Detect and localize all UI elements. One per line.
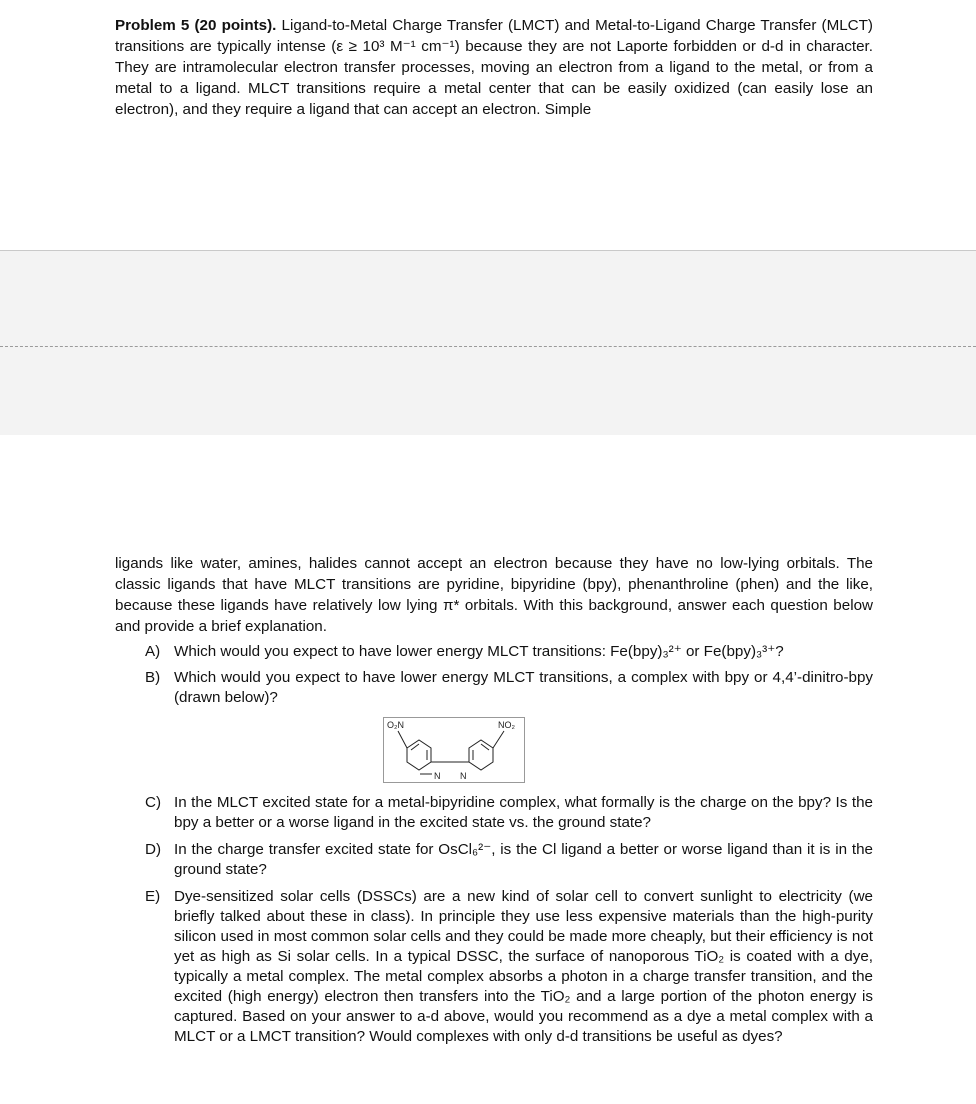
problem-heading: Problem 5 (20 points).: [115, 17, 277, 34]
intro-text-part1: Ligand-to-Metal Charge Transfer (LMCT) and Metal-to-Ligand Charge Transfer (MLCT) transitions are typically intense (ε ≥ 10³ M⁻¹ cm⁻¹) because they are not Laporte forbidden or d-d in character. They are intramolecular electron transfer processes, moving an electron from a ligand to the metal, or from a metal to a ligand. MLCT transitions require a metal center that can be easily oxidized (can easily lose an electron), and they require a ligand that can accept an electron. Simple: [115, 17, 873, 118]
question-c: [145, 793, 873, 833]
question-e: [145, 887, 873, 1047]
intro-paragraph-top: [115, 15, 873, 120]
right-nitrogen-label: N: [460, 771, 467, 781]
intro-paragraph-continued: ligands like water, amines, halides cannot accept an electron because they have no low-lying orbitals. The classic ligands that have MLCT transitions are pyridine, bipyridine (bpy), phenanthroline (phen) and the like, because these ligands have relatively low lying π* orbitals. With this background, answer each question below and provide a brief explanation.: [115, 555, 873, 635]
question-label: E): [145, 888, 161, 905]
question-text: Which would you expect to have lower energy MLCT transitions: Fe(bpy)₃²⁺ or Fe(bpy)₃³⁺?: [174, 643, 784, 660]
question-text: In the MLCT excited state for a metal-bipyridine complex, what formally is the charge on the bpy? Is the bpy a better or a worse ligand in the excited state vs. the ground state?: [174, 794, 873, 831]
right-nitro-label: NO₂: [498, 720, 515, 730]
question-d: [145, 840, 873, 880]
left-nitrogen-label: N: [434, 771, 441, 781]
question-label: A): [145, 643, 161, 660]
question-label: C): [145, 794, 162, 811]
embedded-ad-band: [0, 250, 976, 435]
question-text: Which would you expect to have lower energy MLCT transitions, a complex with bpy or 4,4’-dinitro-bpy (drawn below)?: [174, 669, 873, 706]
left-nitro-label: O₂N: [387, 720, 404, 730]
dinitro-bpy-structure: [383, 717, 525, 783]
question-text: In the charge transfer excited state for OsCl₆²⁻, is the Cl ligand a better or worse ligand than it is in the ground state?: [174, 841, 873, 878]
question-label: B): [145, 669, 161, 686]
question-a: [145, 642, 873, 662]
question-text: Dye-sensitized solar cells (DSSCs) are a new kind of solar cell to convert sunlight to electricity (we briefly talked about these in class). In principle they use less expensive materials than the high-purity silicon used in most common solar cells and they could be made more cheaply, but their efficiency is not yet as high as Si solar cells. In a typical DSSC, the surface of nanoporous TiO₂ is coated with a dye, typically a metal complex. The metal complex absorbs a photon in a charge transfer transition, and the excited (high energy) electron then transfers into the TiO₂ and a large portion of the photon energy is captured. Based on your answer to a-d above, would you recommend as a dye a metal complex with a MLCT or a LMCT transition? Would complexes with only d-d transitions be useful as dyes?: [174, 888, 873, 1045]
right-nitro-bond: [493, 731, 504, 748]
page-break-dashed-line: [0, 346, 976, 347]
question-b: [145, 668, 873, 708]
question-label: D): [145, 841, 162, 858]
left-nitro-bond: [398, 731, 407, 748]
